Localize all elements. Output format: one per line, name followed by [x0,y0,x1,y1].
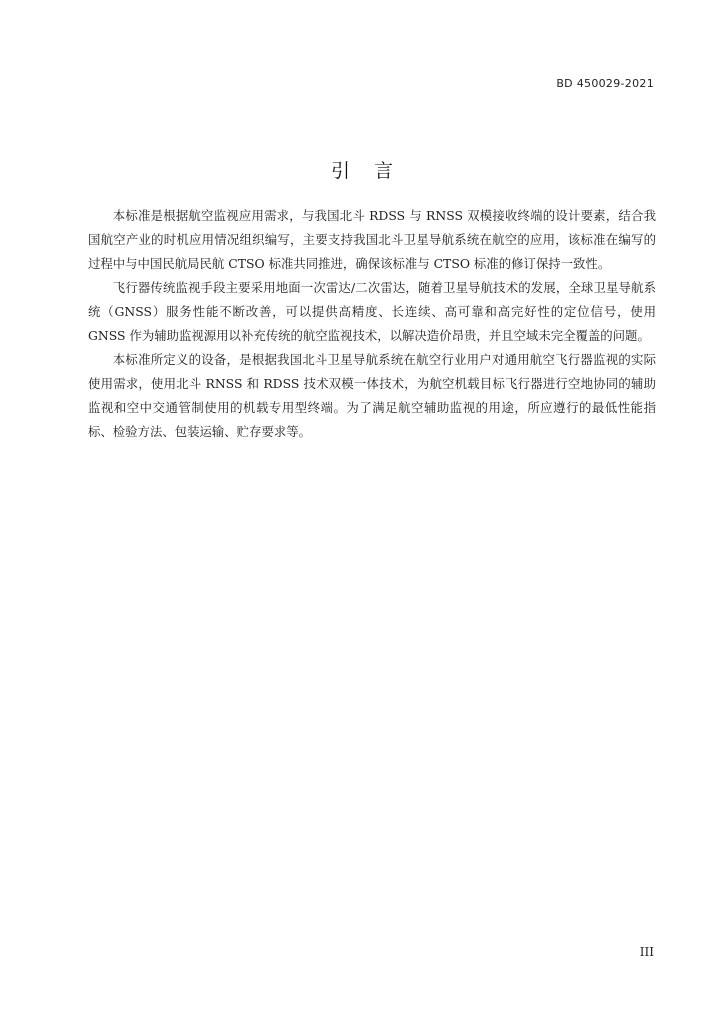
page-number: III [639,945,654,959]
body-text [88,204,656,444]
document-code: BD 450029-2021 [556,77,654,90]
page-title: 引言 [330,160,417,182]
paragraph-2: 飞行器传统监视手段主要采用地面一次雷达/二次雷达，随着卫星导航技术的发展，全球卫星导航系统（GNSS）服务性能不断改善，可以提供高精度、长连续、高可靠和高完好性的定位信号，使用 GNSS 作为辅助监视源用以补充传统的航空监视技术，以解决造价昂贵，并且空域未完全覆盖的问题。 [88,280,656,343]
paragraph-3: 本标准所定义的设备，是根据我国北斗卫星导航系统在航空行业用户对通用航空飞行器监视的实际使用需求，使用北斗 RNSS 和 RDSS 技术双模一体技术，为航空机载目标飞行器进行空地协同的辅助监视和空中交通管制使用的机载专用型终端。为了满足航空辅助监视的用途，所应遵行的最低性能指标、检验方法、包装运输、贮存要求等。 [88,352,656,439]
paragraph-1: 本标准是根据航空监视应用需求，与我国北斗 RDSS 与 RNSS 双模接收终端的设计要素，结合我国航空产业的时机应用情况组织编写，主要支持我国北斗卫星导航系统在航空的应用，该标准在编写的过程中与中国民航局民航 CTSO 标准共同推进，确保该标准与 CTSO 标准的修订保持一致性。 [88,208,656,271]
